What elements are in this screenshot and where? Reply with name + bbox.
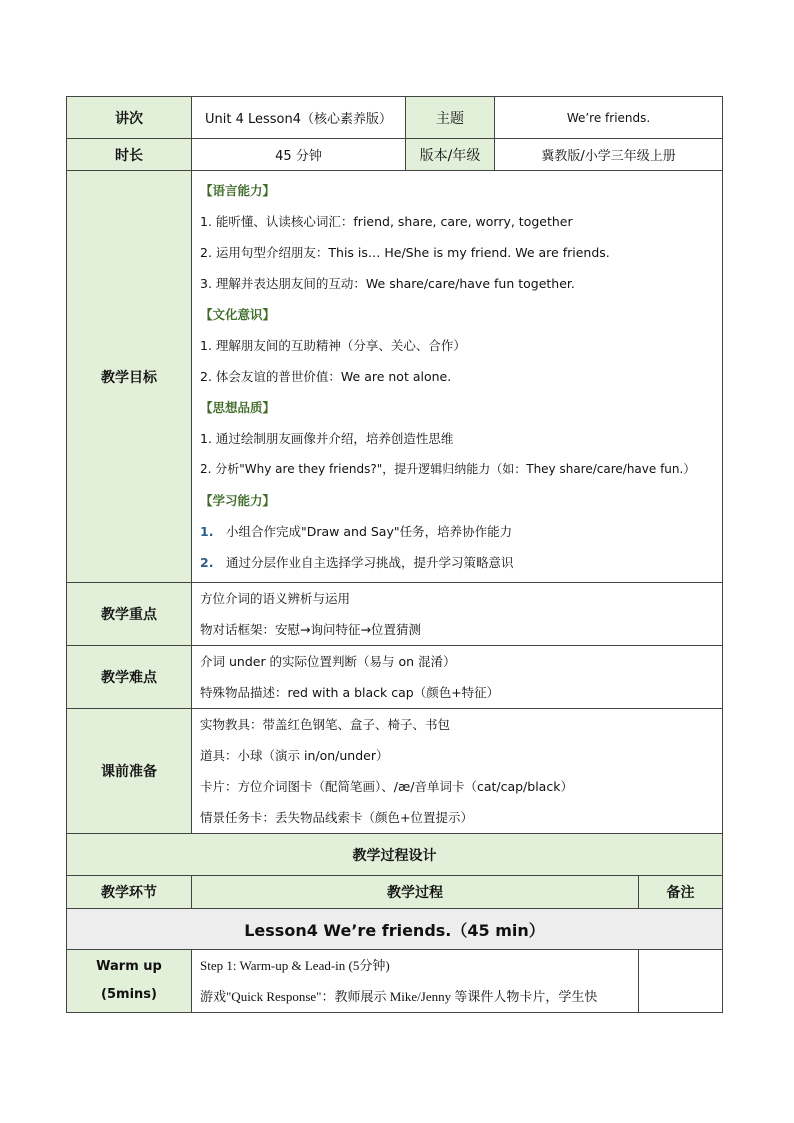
theme-value: We’re friends. <box>495 97 723 139</box>
difficulty-item: 介词 under 的实际位置判断（易与 on 混淆） <box>200 654 456 669</box>
language-title: 【语言能力】 <box>200 183 276 198</box>
warmup-notes <box>639 950 723 1013</box>
learning-title: 【学习能力】 <box>200 493 276 508</box>
row-objectives <box>67 171 723 583</box>
session-value: Unit 4 Lesson4（核心素养版） <box>192 97 406 139</box>
difficulties-label: 教学难点 <box>67 646 192 709</box>
learning-item-number: 1. <box>200 524 214 539</box>
key-points-label: 教学重点 <box>67 583 192 646</box>
preparation-content <box>192 709 723 834</box>
preparation-item: 实物教具：带盖红色钢笔、盒子、椅子、书包 <box>200 717 451 732</box>
thinking-title: 【思想品质】 <box>200 400 276 415</box>
objectives-content <box>192 171 723 583</box>
key-point-item: 物对话框架：安慰→询问特征→位置猜测 <box>200 622 421 637</box>
row-preparation <box>67 709 723 834</box>
col-process-header: 教学过程 <box>192 876 639 909</box>
col-notes-header: 备注 <box>639 876 723 909</box>
learning-item <box>200 516 714 547</box>
row-difficulties <box>67 646 723 709</box>
row-warmup <box>67 950 723 1013</box>
key-points-content <box>192 583 723 646</box>
duration-label: 时长 <box>67 139 192 171</box>
lesson-plan-page <box>66 96 722 1013</box>
learning-item-text: 通过分层作业自主选择学习挑战，提升学习策略意识 <box>225 555 514 570</box>
preparation-item: 卡片：方位介词图卡（配简笔画）、/æ/音单词卡（cat/cap/black） <box>200 779 573 794</box>
thinking-item: 1. 通过绘制朋友画像并介绍，培养创造性思维 <box>200 431 454 446</box>
thinking-item: 2. 分析"Why are they friends?"，提升逻辑归纳能力（如：They share/care/have fun.） <box>200 462 696 476</box>
preparation-item: 道具：小球（演示 in/on/under） <box>200 748 389 763</box>
row-lesson-title <box>67 909 723 950</box>
learning-item-text: 小组合作完成"Draw and Say"任务，培养协作能力 <box>225 524 513 539</box>
warmup-line: 游戏"Quick Response"：教师展示 Mike/Jenny 等课件人物卡片，学生快 <box>200 989 598 1004</box>
objectives-label: 教学目标 <box>67 171 192 583</box>
language-item: 3. 理解并表达朋友间的互动：We share/care/have fun together. <box>200 276 575 291</box>
lesson-title: Lesson4 We’re friends.（45 min） <box>67 909 723 950</box>
duration-value: 45 分钟 <box>192 139 406 171</box>
preparation-item: 情景任务卡：丢失物品线索卡（颜色+位置提示） <box>200 810 473 825</box>
row-session <box>67 97 723 139</box>
edition-value: 冀教版/小学三年级上册 <box>495 139 723 171</box>
row-process-title <box>67 834 723 876</box>
process-title: 教学过程设计 <box>67 834 723 876</box>
culture-item: 1. 理解朋友间的互助精神（分享、关心、合作） <box>200 338 466 353</box>
language-item: 1. 能听懂、认读核心词汇：friend, share, care, worry, together <box>200 214 573 229</box>
language-item: 2. 运用句型介绍朋友：This is… He/She is my friend. We are friends. <box>200 245 610 260</box>
session-label: 讲次 <box>67 97 192 139</box>
edition-label: 版本/年级 <box>406 139 495 171</box>
row-key-points <box>67 583 723 646</box>
theme-label: 主题 <box>406 97 495 139</box>
culture-item: 2. 体会友谊的普世价值：We are not alone. <box>200 369 452 384</box>
row-duration <box>67 139 723 171</box>
row-process-header <box>67 876 723 909</box>
warmup-line: Step 1: Warm-up & Lead-in (5分钟) <box>200 958 390 973</box>
difficulty-item: 特殊物品描述：red with a black cap（颜色+特征） <box>200 685 500 700</box>
learning-item <box>200 547 714 578</box>
key-point-item: 方位介词的语义辨析与运用 <box>200 591 351 606</box>
warmup-stage <box>67 950 192 1013</box>
warmup-stage-duration: (5mins) <box>101 987 157 1002</box>
difficulties-content <box>192 646 723 709</box>
culture-title: 【文化意识】 <box>200 307 276 322</box>
warmup-stage-name: Warm up <box>96 959 162 974</box>
lesson-plan-table <box>66 96 723 1013</box>
col-stage-header: 教学环节 <box>67 876 192 909</box>
warmup-process <box>192 950 639 1013</box>
preparation-label: 课前准备 <box>67 709 192 834</box>
learning-item-number: 2. <box>200 555 214 570</box>
